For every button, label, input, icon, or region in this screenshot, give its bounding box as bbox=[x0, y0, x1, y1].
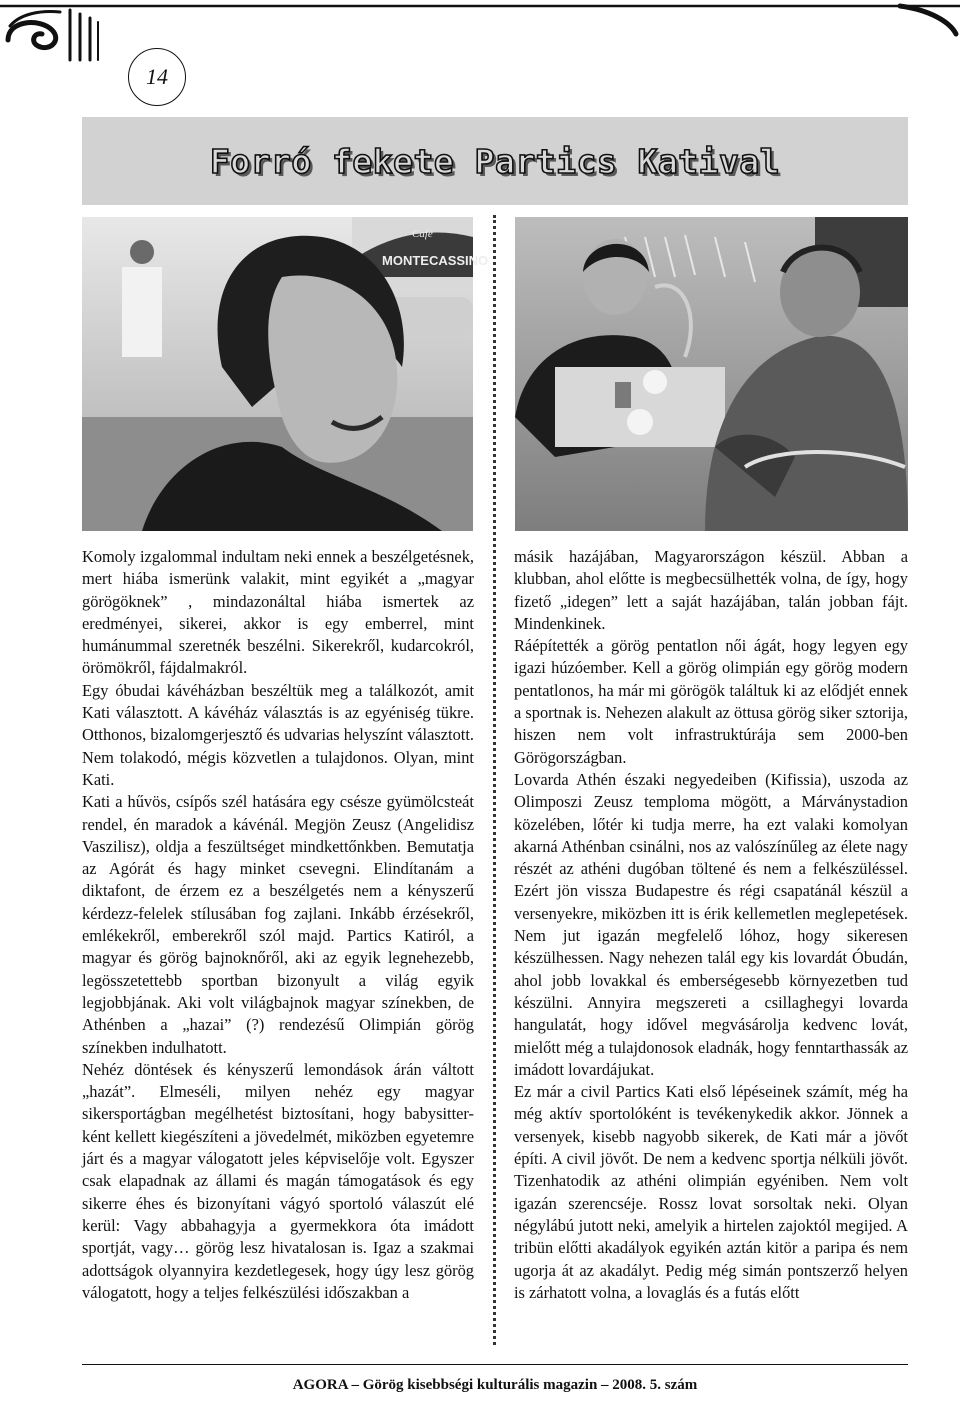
article-title: Forró fekete Partics Katival bbox=[209, 141, 781, 181]
page-number-badge bbox=[128, 48, 186, 106]
cafe-sign-text: MONTECASSINO bbox=[382, 253, 489, 268]
paragraph: Nehéz döntések és kényszerű lemondások árán váltott „hazát”. Elmeséli, milyen nehéz egy magyar sikersportágban megélhetést biztosítani, hogy babysitter-ként kellett kiegészíteni a jövedelmét, miközben egyetemre járt és a magyar válogatott jeles képviselője volt. Egyszer csak elapadnak az állami és magán támogatások és egy sikerre éhes és bizonyítani vágyó sportoló válaszút elé kerül: Vagy abbahagyja a gyermekkora óta imádott sportját, vagy… görög lesz hivatalosan is. Igaz a szakmai adottságok olyannyira kezdetlegesek, hogy úgy lesz görög válogatott, hogy a teljes felkészülési időszakban a bbox=[82, 1059, 474, 1302]
paragraph: Komoly izgalommal indultam neki ennek a beszélgetésnek, mert hiába ismerünk valakit, mint egyikét a „magyar görögöknek” , mindazonáltal hiába ismertek az eredményei, sikerei, akkor is egy emberrel, mint humánummal szeretnék beszélni. Sikerekről, kudarcokról, örömökről, fájdalmakról. bbox=[82, 547, 474, 678]
footer-text: AGORA – Görög kisebbségi kulturális magazin – 2008. 5. szám bbox=[292, 1377, 698, 1393]
portrait-photo bbox=[82, 217, 489, 531]
paragraph: másik hazájában, Magyarországon készül. Abban a klubban, ahol előtte is megbecsülhették volna, de így, hogy fizető „idegen” lett a saját hazájában, talán jobban fájt. Mindenkinek. bbox=[514, 547, 908, 633]
paragraph: Kati a hűvös, csípős szél hatására egy csésze gyümölcsteát rendel, én maradok a kávénál. Megjön Zeusz (Angelidisz Vaszilisz), oldja a feszültséget mindkettőnkben. Bemutatja az Agórát és hagy minket csevegni. Elindítanám a diktafont, de érzem ez a beszélgetés nem a kényszerű kérdezz-felelek stílusában fog zajlani. Inkább érzésekről, emlékekről, emberekről szól majd. Partics Katiról, a magyar és görög bajnoknőről, aki az egyik legnehezebb, legösszetettebb sportban bizonyult a világ egyik legjobbjának. Aki volt világbajnok magyar színekben, de Athénben a „hazai” (?) rendezésű Olimpián görög színekben indulhatott. bbox=[82, 792, 474, 1057]
cafe-sign-script: Café bbox=[412, 228, 433, 240]
paragraph: Ez már a civil Partics Kati első lépéseinek számít, még ha még aktív sportolóként is tevékenykedik akkor. Jönnek a versenyek, kisebb nagyobb sikerek, de Kati már a jövőt építi. A civil jövőt. De nem a kedvenc sportja nélküli jövőt. Tizenhatodik az athéni olimpián egyéniben. Nem volt igazán szerencséje. Rossz lovat sorsoltak neki. Olyan négylábú jutott neki, amelyik a hirtelen zajoktól megijed. A tribün előtti akadályok egyikén aztán kitör a paripa és nem ugorja át az akadályt. Pedig még simán pontszerző helyen is zárhatott volna, a lovaglás és a futás előtt bbox=[514, 1082, 908, 1302]
footer-rule bbox=[82, 1364, 908, 1365]
paragraph: Ráépítették a görög pentatlon női ágát, hogy legyen egy igazi húzóember. Kell a görög olimpián egy görög modern pentatlonos, ha már mi görögök találtuk ki az elődjét ennek a sportnak is. Nehezen alakult az öttusa görög siker sztorija, hiszen nem volt infrastruktúrája sem 2000-ben Görögországban. bbox=[514, 636, 908, 767]
column-divider bbox=[493, 215, 496, 1345]
paragraph: Lovarda Athén északi negyedeiben (Kifissia), uszoda az Olimposzi Zeusz temploma mögött, a Márványstadion közelében, lőtér ki tudja merre, ha ezt valaki komolyan akarná Athénban csinálni, nos az valószínűleg az élete nagy részét az athéni dugóban töltené és nem a felkészüléssel. Ezért jön vissza Budapestre és régi csapatánál készül a versenyekre, miközben itt is érik kellemetlen meglepetések. Nem jut igazán megfelelő lóhoz, hogy sikeresen készülhessen. Nagy nehezen talál egy kis lovardát Óbudán, ahol jobb lovakkal és emberségesebb környezetben tud készülni. Annyira megszereti a csillaghegyi lovarda hangulatát, hogy idővel megvásárolja kedvenc lovát, mielőtt még a tulajdonosok eladnák, hogy fenntarthassák az imádott lovardájukat. bbox=[514, 769, 908, 1079]
cafe-table-photo bbox=[515, 217, 908, 531]
right-text-column bbox=[514, 546, 908, 1304]
paragraph: Egy óbudai kávéházban beszéltük meg a találkozót, amit Kati választott. A kávéház választás is az egyéniség tükre. Otthonos, bizalomgerjesztő és udvarias helyszínt választott. Nem tolakodó, mégis közvetlen a tulajdonos. Olyan, mint Kati. bbox=[82, 680, 474, 789]
page-number: 14 bbox=[146, 64, 168, 89]
left-text-column bbox=[82, 546, 474, 1304]
title-banner bbox=[82, 117, 908, 205]
